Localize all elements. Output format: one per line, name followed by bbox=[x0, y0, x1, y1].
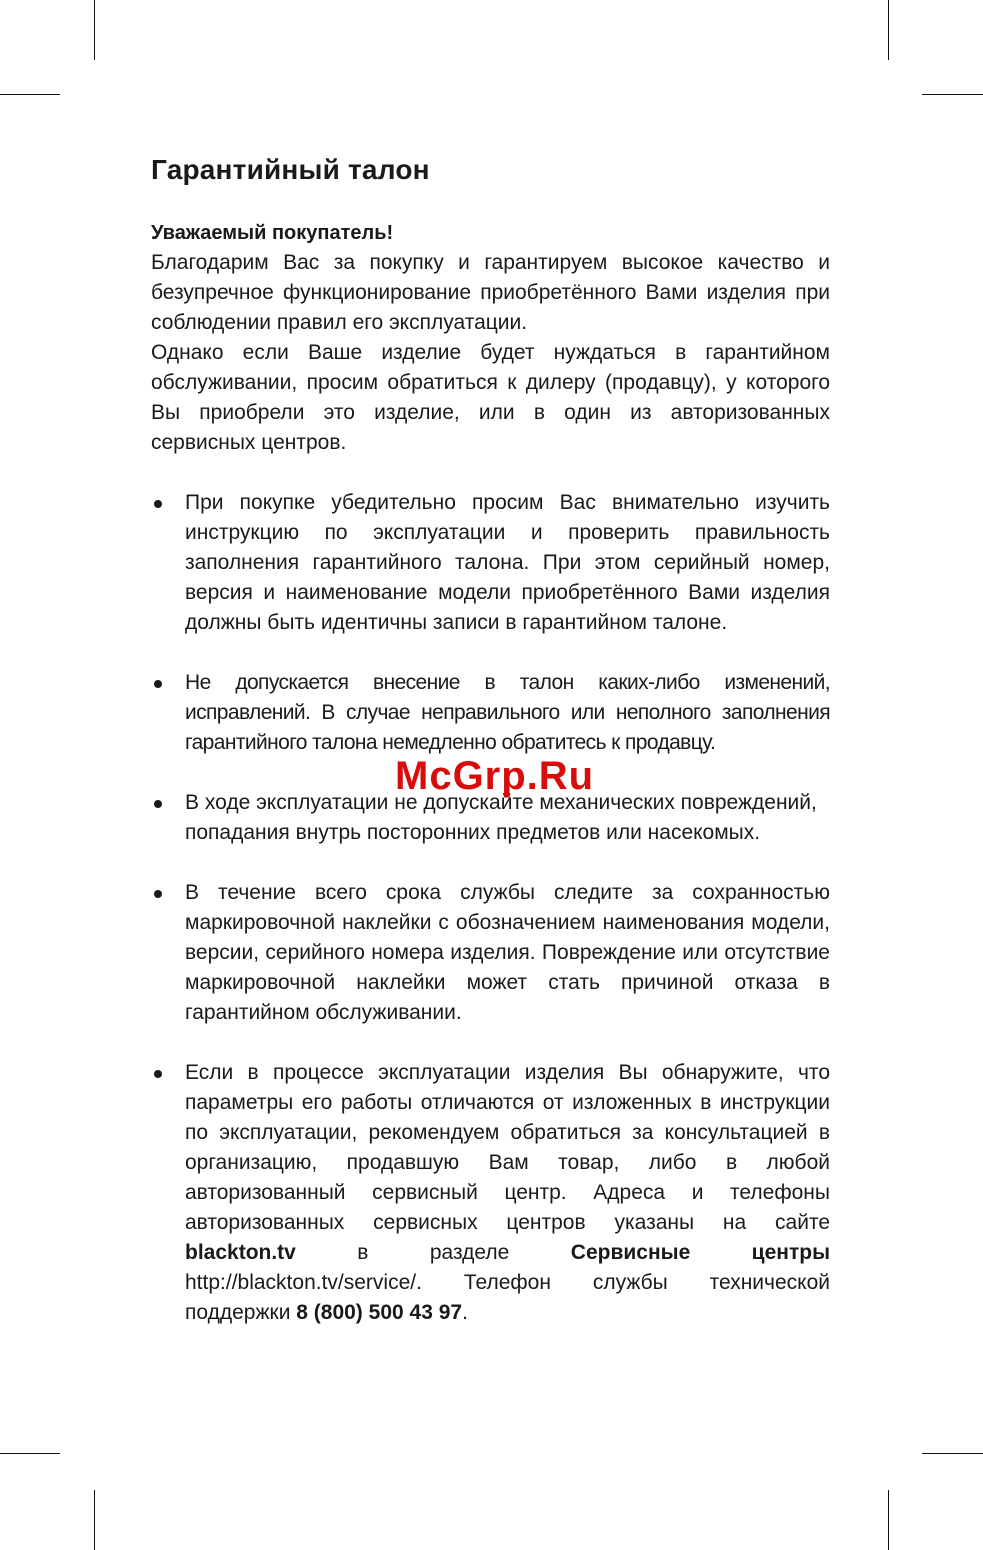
list-item-text: Не допускается внесение в талон каких-либо изменений, исправлений. В случае неправильного или неполного заполнения гарантийного талона немедленно обратитесь к продавцу. bbox=[185, 671, 830, 754]
crop-mark-bottom-left-vertical bbox=[94, 1490, 95, 1550]
list-item-text: При покупке убедительно просим Вас внимательно изучить инструкцию по эксплуатации и проверить правильность заполнения гарантийного талона. При этом серийный номер, версия и наименование модели приобретённого Вами изделия должны быть идентичны записи в гарантийном талоне. bbox=[185, 491, 830, 634]
page-title: Гарантийный талон bbox=[151, 154, 430, 185]
list-item bbox=[151, 788, 830, 848]
list-item-text-part2: в разделе bbox=[295, 1241, 571, 1264]
list-item-text: В течение всего срока службы следите за сохранностью маркировочной наклейки с обозначением наименования модели, версии, серийного номера изделия. Повреждение или отсутствие маркировочной наклейки может стать причиной отказа в гарантийном обслуживании. bbox=[185, 881, 830, 1024]
watermark: McGrp.Ru bbox=[395, 754, 595, 798]
intro-paragraph-2: Однако если Ваше изделие будет нуждаться в гарантийном обслуживании, просим обратиться к дилеру (продавцу), у которого Вы приобрели это изделие, или в один из авторизованных сервисных центров. bbox=[151, 341, 830, 454]
intro-paragraph-1: Благодарим Вас за покупку и гарантируем высокое качество и безупречное функционирование приобретённого Вами изделия при соблюдении правил его эксплуатации. bbox=[151, 251, 830, 334]
crop-mark-bottom-right-horizontal bbox=[922, 1453, 983, 1454]
support-phone: 8 (800) 500 43 97 bbox=[296, 1301, 463, 1324]
website-link[interactable]: blackton.tv bbox=[185, 1241, 296, 1264]
crop-mark-bottom-left-horizontal bbox=[0, 1453, 60, 1454]
service-centers-section: Сервисные центры bbox=[570, 1241, 831, 1264]
list-item-text-part3: http://blackton.tv/service/. Телефон службы технической поддержки bbox=[185, 1271, 830, 1324]
greeting: Уважаемый покупатель! bbox=[151, 222, 394, 244]
crop-mark-top-right-vertical bbox=[888, 0, 889, 60]
crop-mark-top-right-horizontal bbox=[922, 94, 983, 95]
crop-mark-top-left-horizontal bbox=[0, 94, 60, 95]
crop-mark-bottom-right-vertical bbox=[888, 1490, 889, 1550]
list-item bbox=[151, 1058, 830, 1328]
list-item-text: В ходе эксплуатации не допускайте механических повреждений, попадания внутрь посторонних предметов или насекомых. bbox=[185, 791, 817, 844]
list-item-text-part4: . bbox=[462, 1301, 468, 1324]
list-item bbox=[151, 878, 830, 1028]
instructions-list bbox=[151, 488, 830, 1328]
warranty-card-page bbox=[151, 148, 830, 1358]
list-item bbox=[151, 488, 830, 638]
crop-mark-top-left-vertical bbox=[94, 0, 95, 60]
list-item-text-part1: Если в процессе эксплуатации изделия Вы обнаружите, что параметры его работы отличаются от изложенных в инструкции по эксплуатации, рекомендуем обратиться за консультацией в организацию, продавшую Вам товар, либо в любой авторизованный сервисный центр. Адреса и телефоны авторизованных сервисных центров указаны на сайте bbox=[185, 1061, 830, 1234]
list-item bbox=[151, 668, 830, 758]
